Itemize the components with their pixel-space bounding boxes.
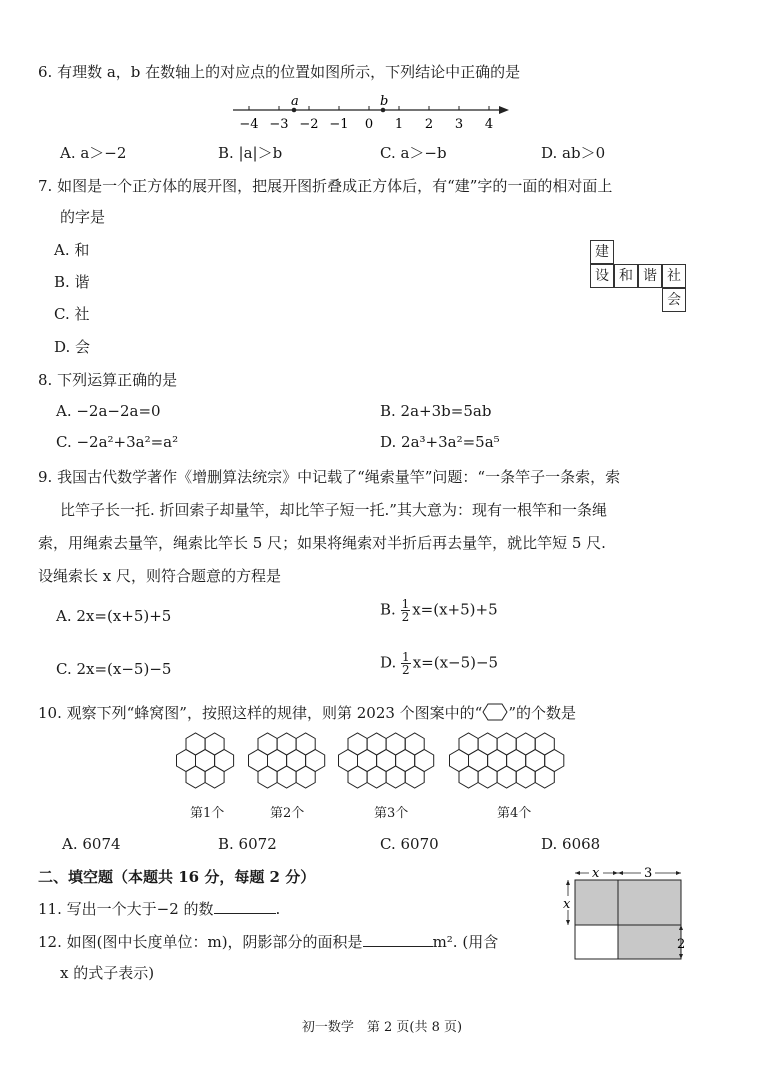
label-right-2: 2 xyxy=(677,937,686,952)
q9-option-d xyxy=(380,651,498,676)
q10-stem-pre: 10. 观察下列“蜂窝图”，按照这样的规律，则第 2023 个图案中的“ xyxy=(38,704,483,722)
q12-answer-blank[interactable] xyxy=(363,932,433,947)
q7-option-d: D. 会 xyxy=(54,338,91,356)
label-top-3: 3 xyxy=(644,866,653,881)
tick-label: −4 xyxy=(239,117,259,132)
q12-line1 xyxy=(38,932,498,952)
q9-option-c: C. 2x=(x−5)−5 xyxy=(56,660,172,678)
q9-option-d-prefix: D. xyxy=(380,653,397,672)
q10-option-c: C. 6070 xyxy=(380,835,439,853)
caption-fig4: 第4个 xyxy=(497,806,532,821)
q11 xyxy=(38,899,280,919)
hexagon-cell xyxy=(478,766,497,788)
q7-stem-line1: 7. 如图是一个正方体的展开图，把展开图折叠成正方体后，有“建”字的一面的相对面上 xyxy=(38,177,613,195)
q12-text-pre: 12. 如图(图中长度单位：m)，阴影部分的面积是 xyxy=(38,933,363,951)
q8-option-c: C. −2a²+3a²=a² xyxy=(56,433,179,451)
q6-option-c: C. a＞−b xyxy=(380,144,447,162)
caption-fig3: 第3个 xyxy=(374,806,409,821)
q6-option-a: A. a＞−2 xyxy=(60,144,127,162)
q12-text-post: m². (用含 xyxy=(432,933,499,951)
q9-line4: 设绳索长 x 尺，则符合题意的方程是 xyxy=(38,567,281,585)
q9-option-b-fraction xyxy=(401,598,411,623)
q12-line2: x 的式子表示) xyxy=(60,964,155,982)
tick-label: 3 xyxy=(454,117,464,132)
net-face-she: 设 xyxy=(590,264,614,288)
q10-stem-post: ”的个数是 xyxy=(508,704,577,722)
hexagon-cell xyxy=(296,766,315,788)
caption-fig1: 第1个 xyxy=(190,806,225,821)
q8-option-a: A. −2a−2a=0 xyxy=(56,402,161,420)
label-b: b xyxy=(380,94,389,109)
q11-answer-blank[interactable] xyxy=(214,899,276,914)
q9-line2: 比竿子长一托. 折回索子却量竿，却比竿子短一托.”其大意为：现有一根竿和一条绳 xyxy=(60,501,607,519)
net-face-she2: 社 xyxy=(662,264,686,288)
area-figure xyxy=(558,866,688,966)
q7-option-a: A. 和 xyxy=(54,241,90,259)
label-top-x: x xyxy=(592,866,600,881)
q6-option-d: D. ab＞0 xyxy=(541,144,606,162)
tick-label: −3 xyxy=(269,117,289,132)
label-a: a xyxy=(291,94,299,109)
q9-option-d-fraction xyxy=(401,651,411,676)
q9-line3: 索，用绳索去量竿，绳索比竿长 5 尺；如果将绳索对半折后再去量竿，就比竿短 5 尺. xyxy=(38,534,606,552)
q7-option-c: C. 社 xyxy=(54,305,90,323)
tick-label: −2 xyxy=(299,117,319,132)
hexagon-cell xyxy=(367,766,386,788)
number-line xyxy=(225,92,515,134)
tick-label: −1 xyxy=(329,117,349,132)
tick-label: 4 xyxy=(484,117,494,132)
net-face-he: 和 xyxy=(614,264,638,288)
q8-option-b: B. 2a+3b=5ab xyxy=(380,402,492,420)
q9-option-a: A. 2x=(x+5)+5 xyxy=(56,607,172,625)
shaded-square xyxy=(575,880,618,925)
hexagon-cell xyxy=(186,766,205,788)
hexagon-cell xyxy=(258,766,277,788)
q11-text: 11. 写出一个大于−2 的数 xyxy=(38,900,214,918)
blank-rect xyxy=(575,925,618,959)
honeycomb-figures xyxy=(0,728,764,806)
tick-label: 0 xyxy=(364,117,374,132)
q9-option-d-rest: x=(x−5)−5 xyxy=(412,653,499,672)
q7-stem-line2: 的字是 xyxy=(60,208,106,226)
fraction-numerator: 1 xyxy=(401,597,410,611)
tick-label: 2 xyxy=(424,117,434,132)
section-heading: 二、填空题（本题共 16 分，每题 2 分） xyxy=(38,868,316,886)
q9-option-b-prefix: B. xyxy=(380,600,396,619)
q10-stem xyxy=(38,703,576,723)
hexagon-cell xyxy=(205,766,224,788)
fraction-denominator: 2 xyxy=(402,663,410,677)
q11-end: . xyxy=(275,900,281,918)
q6-stem: 6. 有理数 a，b 在数轴上的对应点的位置如图所示，下列结论中正确的是 xyxy=(38,63,521,81)
net-face-hui: 会 xyxy=(662,288,686,312)
hexagon-cell xyxy=(348,766,367,788)
hexagon-cell xyxy=(277,766,296,788)
hexagon-cell xyxy=(405,766,424,788)
hexagon-cell xyxy=(497,766,516,788)
q6-option-b: B. |a|＞b xyxy=(218,144,283,162)
q9-option-b xyxy=(380,598,498,623)
shaded-rect-bottom xyxy=(618,925,681,959)
caption-fig2: 第2个 xyxy=(270,806,305,821)
q9-option-b-rest: x=(x+5)+5 xyxy=(412,600,498,619)
q10-option-d: D. 6068 xyxy=(541,835,601,853)
page-footer: 初一数学 第 2 页(共 8 页) xyxy=(301,1020,463,1035)
hexagon-cell xyxy=(459,766,478,788)
q7-option-b: B. 谐 xyxy=(54,273,90,291)
label-left-x: x xyxy=(563,897,571,912)
hexagon-cell xyxy=(516,766,535,788)
shaded-rect-top xyxy=(618,880,681,925)
q10-option-b: B. 6072 xyxy=(218,835,277,853)
hexagon-cell xyxy=(535,766,554,788)
q8-stem: 8. 下列运算正确的是 xyxy=(38,371,178,389)
hexagon-icon xyxy=(482,703,508,721)
hexagon-cell xyxy=(386,766,405,788)
q8-option-d: D. 2a³+3a²=5a⁵ xyxy=(380,433,500,451)
q10-option-a: A. 6074 xyxy=(62,835,121,853)
net-face-jian: 建 xyxy=(590,240,614,264)
tick-label: 1 xyxy=(394,117,404,132)
net-face-xie: 谐 xyxy=(638,264,662,288)
q9-line1: 9. 我国古代数学著作《增删算法统宗》中记载了“绳索量竿”问题：“一条竿子一条索，索 xyxy=(38,468,621,486)
fraction-numerator: 1 xyxy=(402,650,410,664)
fraction-denominator: 2 xyxy=(401,610,410,624)
